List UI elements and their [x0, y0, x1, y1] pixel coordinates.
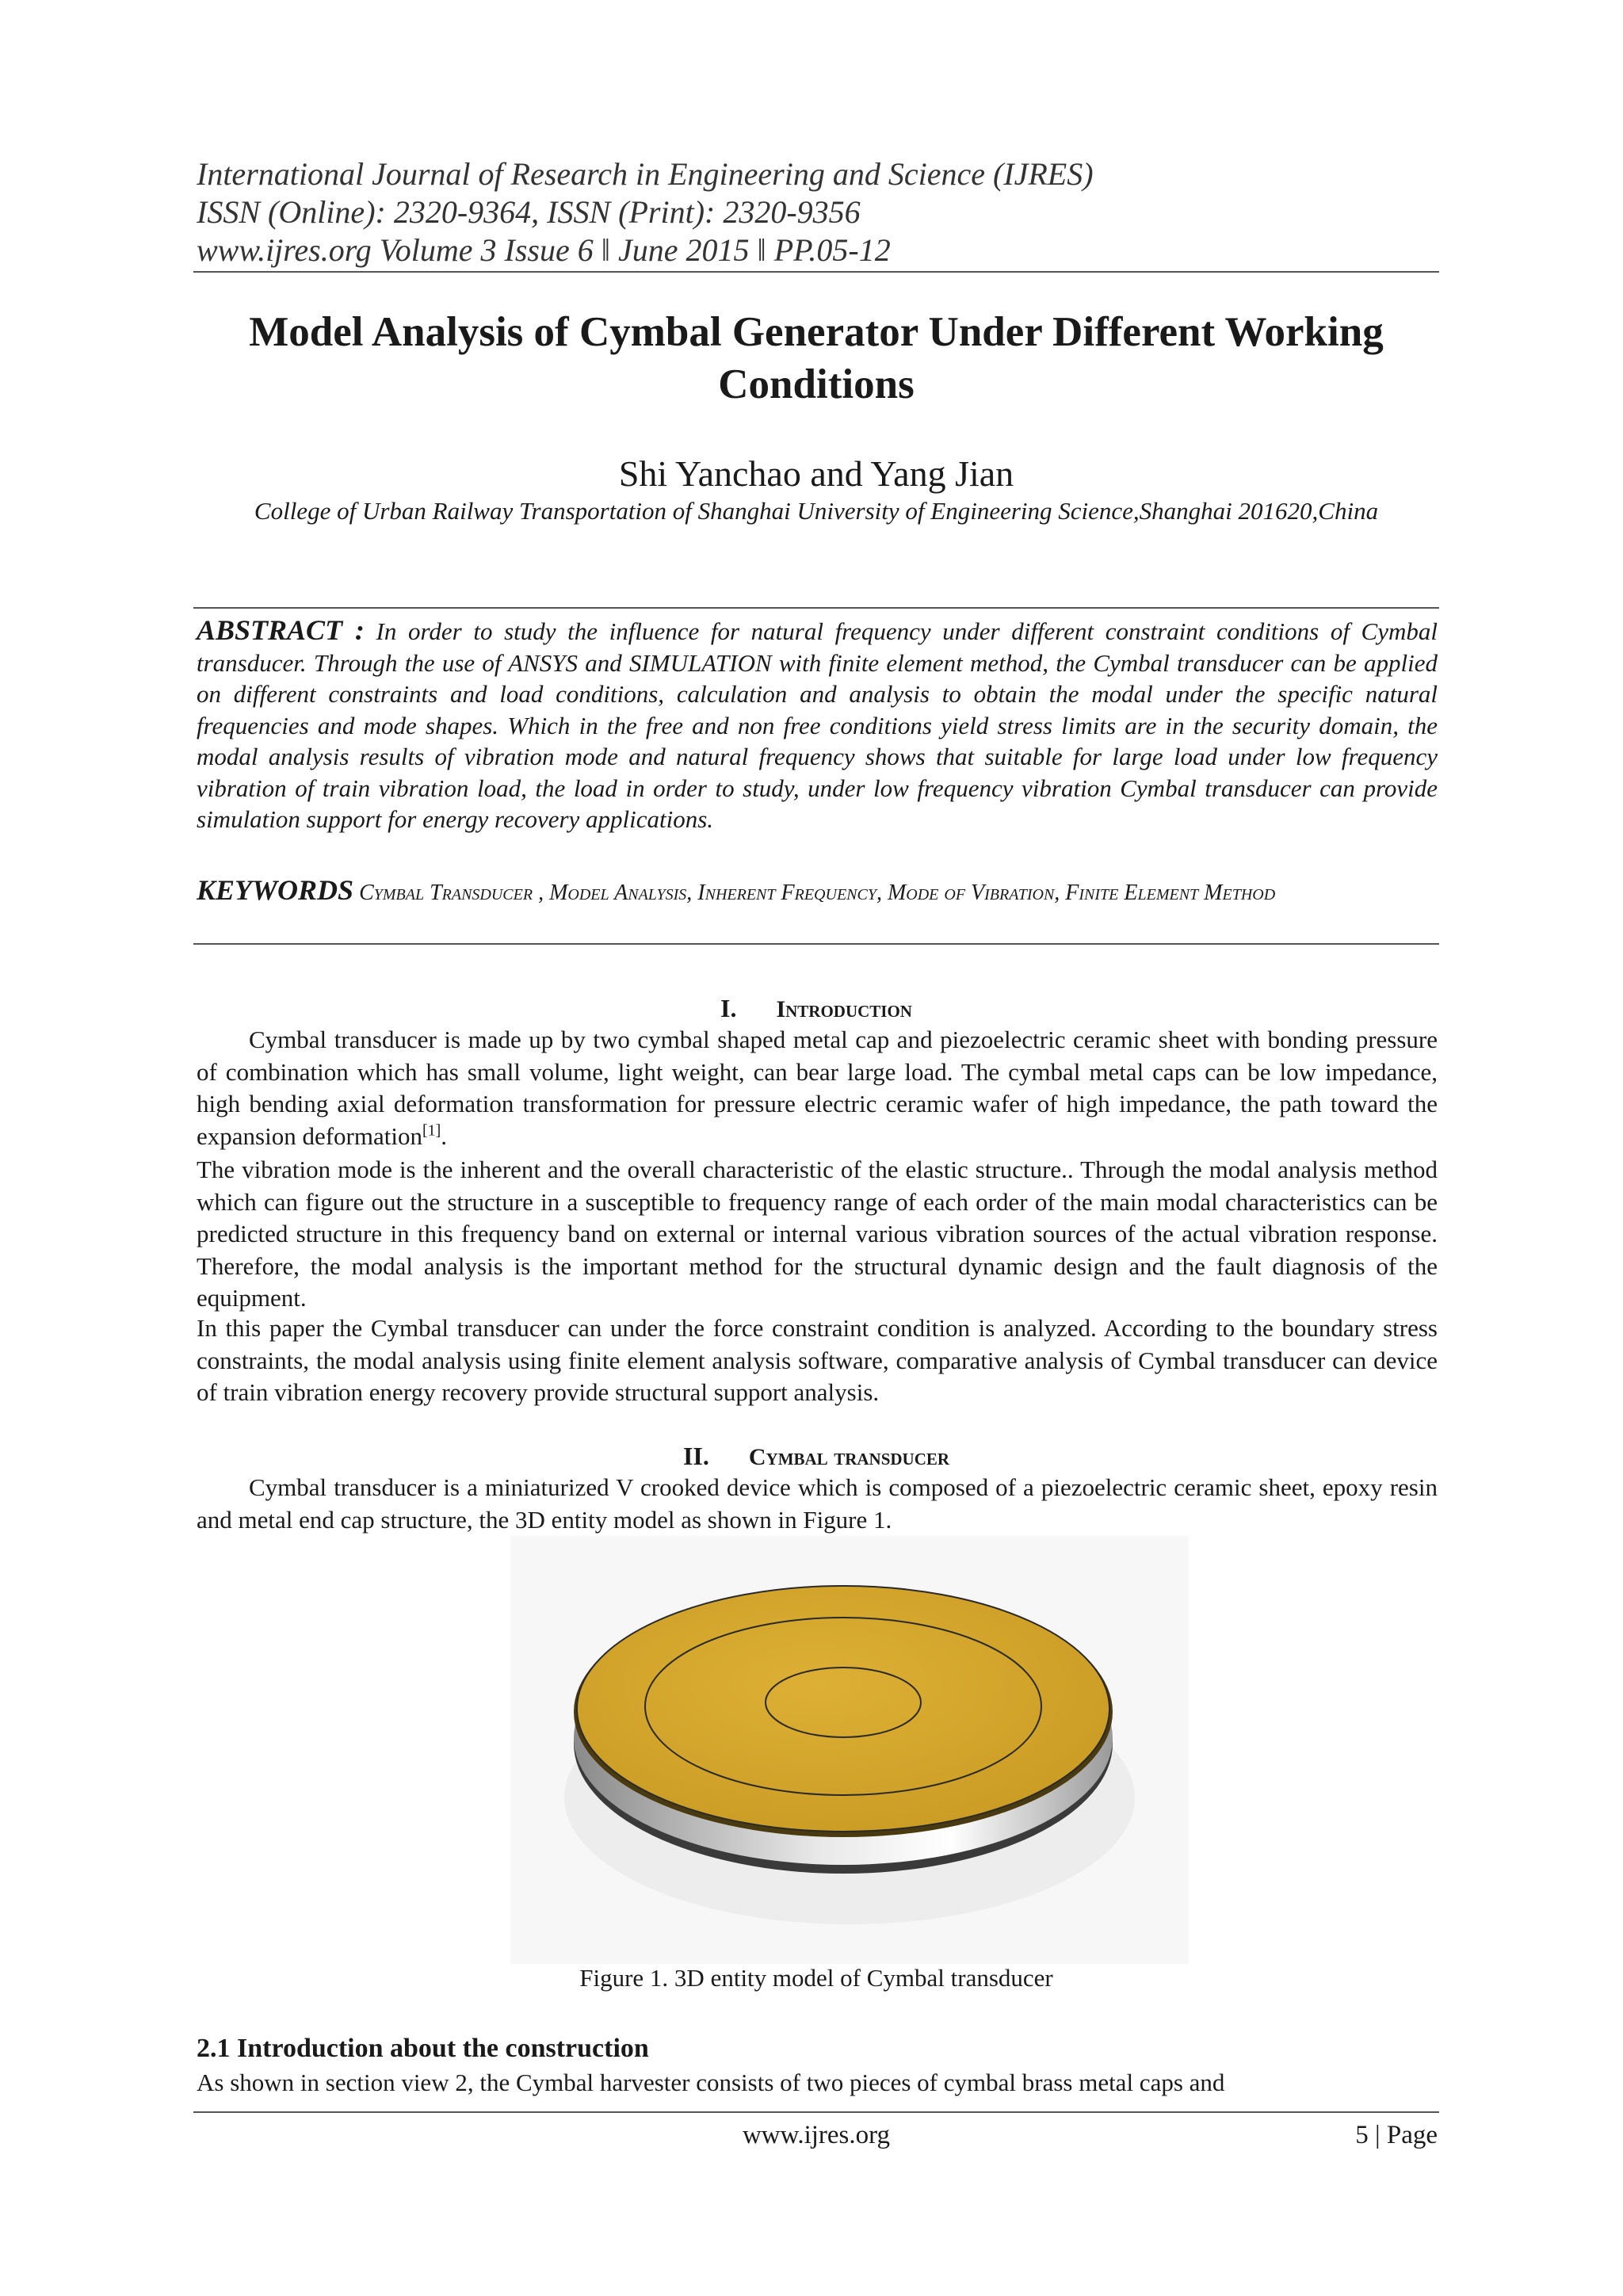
footer-url: www.ijres.org — [742, 2121, 891, 2149]
section-number: I. — [720, 994, 737, 1022]
construction-paragraph-1: As shown in section view 2, the Cymbal harvester consists of two pieces of cymbal brass metal caps and — [197, 2069, 1225, 2096]
journal-issn: ISSN (Online): 2320-9364, ISSN (Print): 2320-9356 — [197, 194, 861, 230]
keywords-text: Cymbal Transducer , Model Analysis, Inherent Frequency, Mode of Vibration, Finite Element Method — [359, 881, 1276, 905]
section-heading-introduction — [193, 992, 1439, 1026]
header-rule — [193, 271, 1439, 273]
intro-paragraph-3: In this paper the Cymbal transducer can under the force constraint condition is analyzed. According to the boundary stress constraints, the modal analysis using finite element analysis software, comparative analysis of Cymbal transducer can device of train vibration energy recovery provide structural support analysis. — [197, 1314, 1438, 1406]
keywords — [197, 874, 1438, 909]
subsection-heading: 2.1 Introduction about the construction — [197, 2034, 649, 2063]
intro-paragraph-2: The vibration mode is the inherent and the overall characteristic of the elastic structure.. Through the modal analysis method which can figure out the structure in a susceptible to frequency range of each order of the main modal characteristics can be predicted structure in this frequency band on external or internal various vibration sources of the actual vibration response. Therefore, the modal analysis is the important method for the structural dynamic design and the fault diagnosis of the equipment. — [197, 1156, 1438, 1312]
paper-title: Model Analysis of Cymbal Generator Under Different Working Conditions — [249, 309, 1384, 407]
cymbal-paragraph-1: Cymbal transducer is a miniaturized V crooked device which is composed of a piezoelectric ceramic sheet, epoxy resin and metal end cap structure, the 3D entity model as shown in Figure 1. — [197, 1473, 1438, 1534]
cymbal-3d-illustration — [510, 1536, 1189, 1964]
abstract-text: In order to study the influence for natural frequency under different constraint conditions of Cymbal transducer. Through the use of ANSYS and SIMULATION with finite element method, the Cymbal transducer can be applied on different constraints and load conditions, calculation and analysis to obtain the modal under the specific natural frequencies and mode shapes. Which in the free and non free conditions yield stress limits are in the security domain, the modal analysis results of vibration mode and natural frequency shows that suitable for large load under low frequency vibration of train vibration load, the load in order to study, under low frequency vibration Cymbal transducer can provide simulation support for energy recovery applications. — [197, 617, 1438, 833]
section-heading-cymbal-transducer — [193, 1440, 1439, 1473]
abstract — [197, 615, 1438, 835]
figure-cymbal-model — [510, 1536, 1189, 1964]
abstract-bottom-rule — [193, 943, 1439, 945]
keywords-label: KEYWORDS — [197, 874, 354, 906]
abstract-top-rule — [193, 607, 1439, 609]
section-title: Cymbal transducer — [748, 1444, 950, 1470]
figure-caption: Figure 1. 3D entity model of Cymbal transducer — [579, 1964, 1053, 1992]
footer-rule — [193, 2111, 1439, 2113]
abstract-label: ABSTRACT : — [197, 614, 365, 646]
author-affiliation: College of Urban Railway Transportation of Shanghai University of Engineering Science,Shanghai 201620,China — [254, 497, 1379, 525]
section-title: Introduction — [776, 996, 912, 1022]
intro-paragraph-1 — [197, 1024, 1438, 1152]
journal-header — [197, 155, 1441, 269]
page-number: 5 | Page — [1355, 2121, 1438, 2149]
intro-paragraph-1-text: Cymbal transducer is made up by two cymbal shaped metal cap and piezoelectric ceramic sheet with bonding pressure of combination which has small volume, light weight, can bear large load. The cymbal metal caps can be low impedance, high bending axial deformation transformation for pressure electric ceramic wafer of high impedance, the path toward the expansion deformation — [197, 1026, 1438, 1150]
section-number: II. — [682, 1442, 709, 1470]
journal-name: International Journal of Research in Engineering and Science (IJRES) — [197, 156, 1094, 192]
journal-volume: www.ijres.org Volume 3 Issue 6 ǁ June 2015 ǁ PP.05-12 — [197, 232, 891, 268]
paper-authors: Shi Yanchao and Yang Jian — [618, 453, 1014, 494]
intro-paragraph-1-end: . — [441, 1121, 448, 1150]
citation-ref: [1] — [422, 1121, 441, 1140]
